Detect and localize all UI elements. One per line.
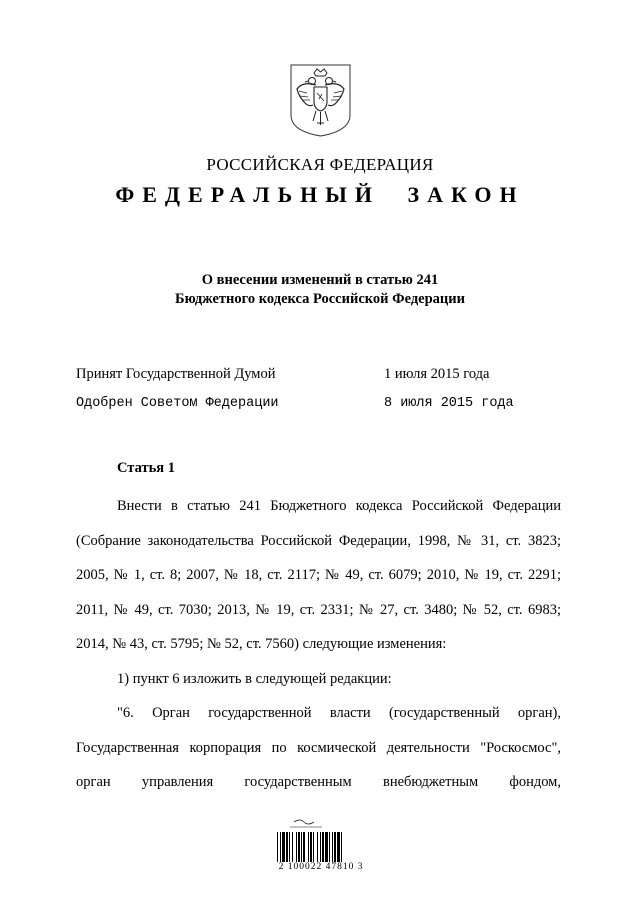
barcode-number: 2 100022 47810 3 — [278, 862, 364, 872]
article-line: (Собрание законодательства Российской Федерации, 1998, № 31, ст. 3823; — [76, 532, 561, 549]
law-title-line-2: Бюджетного кодекса Российской Федерации — [174, 291, 465, 307]
council-approval-date: 8 июля 2015 года — [384, 396, 514, 411]
law-title — [0, 271, 640, 309]
duma-adoption-date: 1 июля 2015 года — [384, 366, 490, 382]
article-body — [76, 496, 561, 807]
article-line: 1) пункт 6 изложить в следующей редакции: — [117, 670, 392, 687]
article-line: Внести в статью 241 Бюджетного кодекса Российской Федерации — [117, 498, 561, 514]
duma-adoption-label: Принят Государственной Думой — [76, 366, 276, 382]
country-heading: РОССИЙСКАЯ ФЕДЕРАЦИЯ — [206, 155, 434, 174]
article-line: Государственная корпорация по космической деятельности "Роскосмос", — [76, 739, 561, 756]
law-type-heading: ФЕДЕРАЛЬНЫЙ ЗАКОН — [115, 182, 525, 207]
coat-of-arms-icon — [289, 63, 352, 138]
council-approval-label: Одобрен Советом Федерации — [76, 396, 279, 411]
article-line: 2005, № 1, ст. 8; 2007, № 18, ст. 2117; № 49, ст. 6079; 2010, № 19, ст. 2291; — [76, 567, 561, 583]
law-title-line-1: О внесении изменений в статью 241 — [201, 272, 439, 288]
article-heading: Статья 1 — [117, 460, 175, 476]
article-line: "6. Орган государственной власти (государственный орган), — [117, 705, 561, 721]
article-line: орган управления государственным внебюджетным фондом, — [76, 774, 561, 790]
article-line: 2014, № 43, ст. 5795; № 52, ст. 7560) следующие изменения: — [76, 636, 447, 652]
article-line: 2011, № 49, ст. 7030; 2013, № 19, ст. 2331; № 27, ст. 3480; № 52, ст. 6983; — [76, 601, 561, 618]
